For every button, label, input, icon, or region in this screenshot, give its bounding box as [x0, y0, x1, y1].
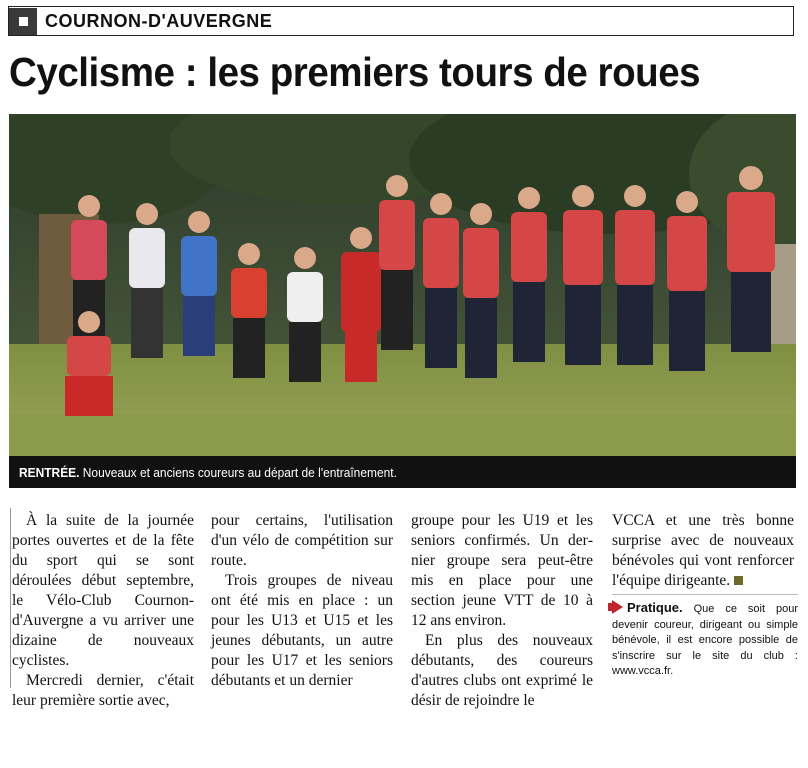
kicker-square-icon	[9, 8, 37, 35]
article-column-4	[612, 511, 794, 591]
caption-lead: RENTRÉE.	[19, 464, 80, 480]
info-box-rule	[612, 594, 798, 595]
caption-text: Nouveaux et anciens coureurs au départ de l'entraînement.	[79, 464, 397, 480]
kicker-label: COURNON-D'AUVERGNE	[45, 10, 273, 31]
paragraph: À la suite de la journée portes ouvertes et de la fête du sport qui se sont déroulées début septembre, le Vélo-Club Cournon-d'Auvergne a vu arriver une dizaine de nouveaux cyclistes.	[12, 512, 194, 669]
paragraph	[612, 511, 794, 591]
paragraph: pour certains, l'utilisation d'un vélo de compétition sur route.	[211, 512, 393, 569]
practical-text: Que ce soit pour devenir coureur, dirigeant ou simple bénévole, il est encore possible de s'inscrire sur le site du club : www.vcca.fr.	[612, 603, 798, 677]
photo-caption	[9, 456, 796, 488]
article-column-1	[12, 511, 194, 711]
article-column-3	[411, 511, 593, 711]
article-column-2	[211, 511, 393, 691]
paragraph: En plus des nouveaux débutants, des coureurs d'autres clubs ont exprimé le désir de rejoindre le	[411, 632, 593, 709]
paragraph: Trois groupes de niveau ont été mis en place : un pour les U13 et U15 et les jeunes débutants, un autre pour les U17 et les seniors débutants et un dernier	[211, 572, 393, 689]
paragraph-text: VCCA et une très bonne surprise avec de nouveaux bénévoles qui vont renforcer l'équipe dirigeante.	[612, 512, 794, 589]
paragraph: groupe pour les U19 et les seniors confirmés. Un dernier groupe sera peut-être mis en place pour une section jeune VTT de 10 à 12 ans environ.	[411, 512, 593, 629]
column-rule	[10, 508, 11, 688]
paragraph: Mercredi dernier, c'était leur première sortie avec,	[12, 672, 194, 709]
headline: Cyclisme : les premiers tours de roues	[9, 49, 701, 95]
arrow-right-icon	[612, 600, 623, 614]
photo-illustration	[9, 114, 796, 456]
section-kicker	[8, 6, 794, 36]
team-photo	[9, 114, 796, 456]
end-mark-icon	[734, 576, 743, 585]
practical-lead: Pratique.	[627, 600, 683, 615]
practical-info-box	[612, 600, 798, 680]
